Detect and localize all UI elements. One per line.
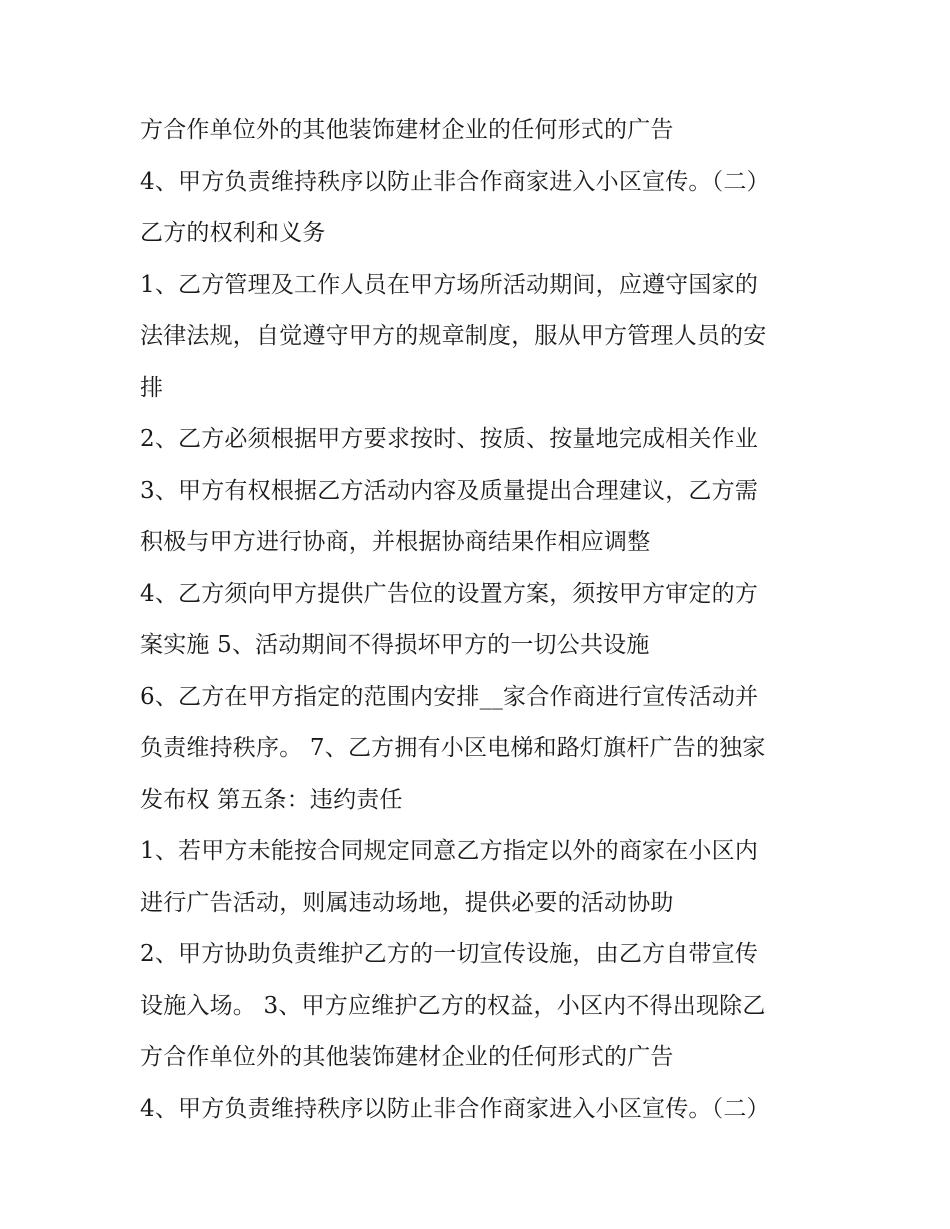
text-line: 案实施 5、活动期间不得损坏甲方的一切公共设施: [140, 632, 650, 658]
text-line: 积极与甲方进行协商，并根据协商结果作相应调整: [140, 529, 651, 555]
text-line: 方合作单位外的其他装饰建材企业的任何形式的广告: [140, 117, 674, 143]
text-line: 乙方的权利和义务: [140, 220, 326, 246]
text-line: 4、甲方负责维持秩序以防止非合作商家进入小区宣传。（二）: [140, 168, 770, 195]
text-line: 进行广告活动，则属违动场地，提供必要的活动协助: [140, 889, 674, 916]
text-line: 法律法规，自觉遵守甲方的规章制度，服从甲方管理人员的安: [140, 323, 767, 349]
text-line: 排: [140, 374, 164, 401]
text-line: 6、乙方在甲方指定的范围内安排__家合作商进行宣传活动并: [140, 683, 759, 710]
text-line: 2、乙方必须根据甲方要求按时、按质、按量地完成相关作业: [140, 426, 759, 452]
text-line: 1、乙方管理及工作人员在甲方场所活动期间，应遵守国家的: [140, 271, 759, 298]
text-line: 发布权 第五条：违约责任: [140, 786, 403, 813]
document-body: [140, 105, 830, 1135]
text-line: 4、甲方负责维持秩序以防止非合作商家进入小区宣传。（二）: [140, 1095, 770, 1122]
text-line: 3、甲方有权根据乙方活动内容及质量提出合理建议，乙方需: [140, 477, 759, 504]
text-line: 设施入场。 3、甲方应维护乙方的权益，小区内不得出现除乙: [140, 992, 766, 1019]
text-line: 1、若甲方未能按合同规定同意乙方指定以外的商家在小区内: [140, 838, 759, 864]
text-line: 2、甲方协助负责维护乙方的一切宣传设施，由乙方自带宣传: [140, 941, 759, 967]
text-line: 负责维持秩序。 7、乙方拥有小区电梯和路灯旗杆广告的独家: [140, 735, 766, 761]
text-line: 4、乙方须向甲方提供广告位的设置方案，须按甲方审定的方: [140, 580, 759, 607]
text-line: 方合作单位外的其他装饰建材企业的任何形式的广告: [140, 1044, 674, 1070]
